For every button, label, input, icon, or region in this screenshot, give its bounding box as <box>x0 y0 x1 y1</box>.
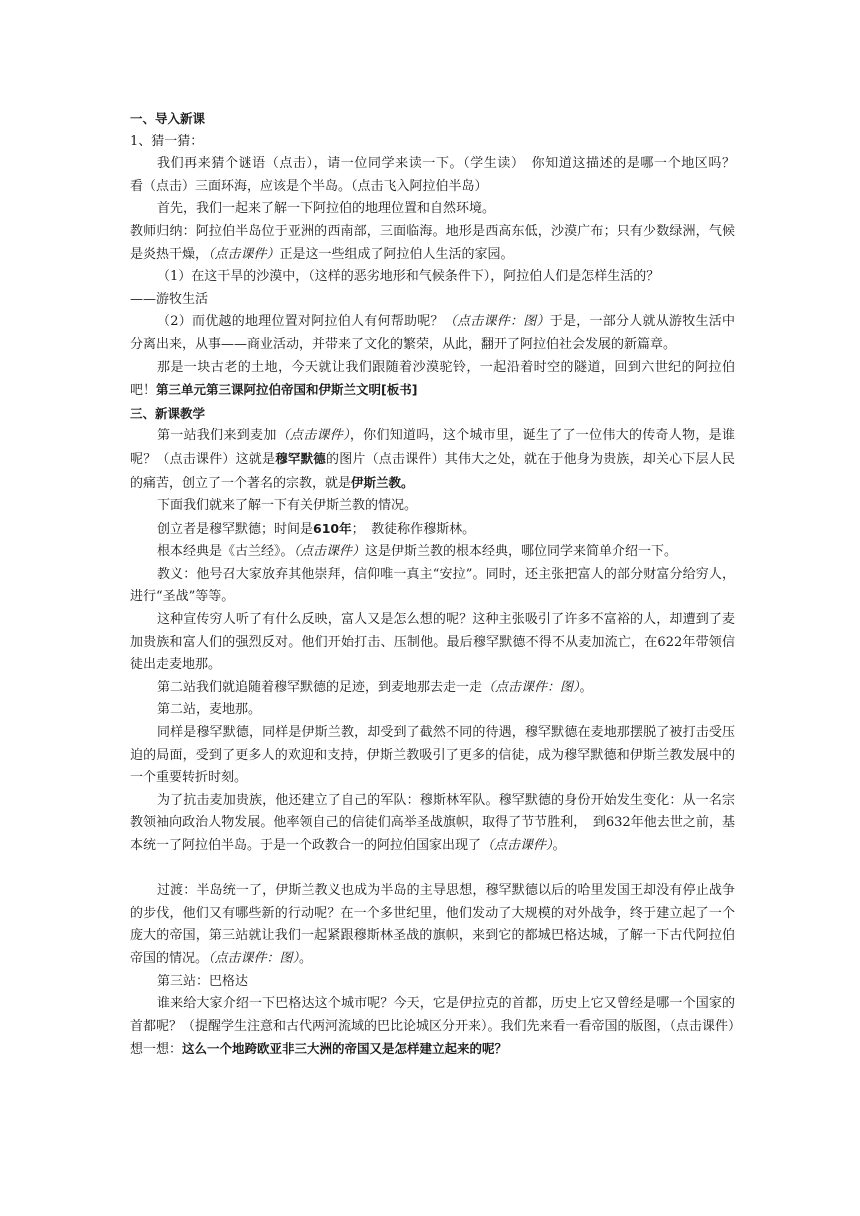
paragraph: 教义：他号召大家放弃其他崇拜，信仰唯一真主“安拉”。同时，还主张把富人的部分财富分给穷人，进行“圣战”等等。 <box>130 566 735 605</box>
click-courseware-note: （点击课件） <box>481 838 553 853</box>
paragraph <box>130 880 735 970</box>
paragraph: 谁来给大家介绍一下巴格达这个城市呢？今天，它是伊拉克的首都，历史上它又曾经是哪一个国家的首都呢？（提醒学生注意和古代两河流域的巴比论城区分开来）。我们先来看一看帝国的版图，（点击课件） <box>130 996 742 1034</box>
paragraph <box>130 541 735 564</box>
bold-term: 610年 <box>313 520 352 536</box>
text: 过渡：半岛统一了，伊斯兰教义也成为半岛的主导思想，穆罕默德以后的哈里发国王却没有停止战争的步伐，他们又有哪些新的行动呢？在一个多世纪里，他们发动了大规模的对外战争，终于建立起了一个庞大的帝国，第三站就让我们一起紧跟穆斯林圣战的旗帜，来到它的都城巴格达城，了解一下古代阿拉伯帝国的情况。 <box>130 883 735 966</box>
bold-question: 这么一个地跨欧亚非三大洲的帝国又是怎样建立起来的呢？ <box>182 1041 508 1057</box>
paragraph: （1）在这干旱的沙漠中，（这样的恶劣地形和气候条件下），阿拉伯人们是怎样生活的？ <box>157 269 660 285</box>
paragraph: 第三站：巴格达 <box>157 973 249 989</box>
text: 正是这一些组成了阿拉伯人生活的家园。 <box>279 246 514 262</box>
click-courseware-note: （点击课件：图） <box>482 679 580 695</box>
section-heading-new-lesson: 三、新课教学 <box>130 405 206 421</box>
paragraph <box>130 518 735 542</box>
text: 为了抗击麦加贵族，他还建立了自己的军队：穆斯林军队。穆罕默德的身份开始发生变化：从一名宗教领袖向政治人物发展。他率领自己的信徒们高举圣战旗帜，取得了节节胜利， 到632年他去世之前，基本统一了阿拉伯半岛。于是一个政教合一的阿拉伯国家出现了 <box>130 792 735 853</box>
blank-line <box>130 858 735 881</box>
lesson-title: 第三单元第三课阿拉伯帝国和伊斯兰文明[板书] <box>156 382 418 398</box>
text: 这是伊斯兰教的根本经典，哪位同学来简单介绍一下。 <box>365 544 678 560</box>
click-courseware-note: （点击课件：图） <box>443 314 550 330</box>
text: ，你们知道吗，这个城市里，诞生了了一位伟大的传奇人物，是谁呢？（点击课件）这就是 <box>130 428 735 467</box>
paragraph <box>130 425 735 495</box>
text: 那是一块古老的土地，今天就让我们跟随着沙漠驼铃，一起沿着时空的隧道，回到六世纪的阿拉伯吧！ <box>130 359 735 399</box>
text: 第二站我们就追随着穆罕默德的足迹，到麦地那去走一走 <box>157 679 483 695</box>
paragraph: 同样是穆罕默德，同样是伊斯兰教，却受到了截然不同的待遇，穆罕默德在麦地那摆脱了被打击受压迫的局面，受到了更多人的欢迎和支持，伊斯兰教吸引了更多的信徒，成为穆罕默德和伊斯兰教发展中的一个重要转折时刻。 <box>130 725 735 786</box>
paragraph: ——游牧生活 <box>130 291 209 307</box>
paragraph <box>130 357 735 403</box>
text: 创立者是穆罕默德；时间是 <box>157 521 314 537</box>
paragraph <box>130 221 735 266</box>
paragraph <box>130 311 735 356</box>
paragraph: 第二站，麦地那。 <box>157 702 262 718</box>
text: 想一想： <box>130 1042 183 1058</box>
paragraph <box>130 677 735 700</box>
subheading-guess: 1、猜一猜： <box>130 133 204 149</box>
bold-term: 穆罕默德 <box>275 450 326 466</box>
paragraph: 首先，我们一起来了解一下阿拉伯的地理位置和自然环境。 <box>157 201 496 217</box>
text: 第一站我们来到麦加 <box>157 428 277 444</box>
click-courseware-note: （点击课件） <box>293 544 366 560</box>
text: 根本经典是《古兰经》。 <box>157 544 294 560</box>
paragraph: 我们再来猜个谜语（点击），请一位同学来读一下。（学生读） 你知道这描述的是哪一个地区吗？ 看（点击）三面环海，应该是个半岛。（点击飞入阿拉伯半岛） <box>130 156 749 194</box>
paragraph: 这种宣传穷人听了有什么反映，富人又是怎么想的呢？这种主张吸引了许多不富裕的人，却遭到了麦加贵族和富人们的强烈反对。他们开始打击、压制他。最后穆罕默德不得不从麦加流亡，在622年带领信徒出走麦地那。 <box>130 612 735 673</box>
text: ； 教徒称作穆斯林。 <box>351 521 476 537</box>
bold-term: 伊斯兰教。 <box>351 474 414 490</box>
click-courseware-note: （点击课件） <box>276 428 350 444</box>
text: 的图片（点击课件）其伟大之处，就在于他身为贵族，却关心下层人民的痛苦，创立了一个著名的宗教，就是 <box>130 451 735 491</box>
paragraph: 下面我们就来了解一下有关伊斯兰教的情况。 <box>157 498 418 514</box>
lesson-plan-document <box>130 108 749 1062</box>
text: 。 <box>579 679 593 695</box>
paragraph <box>130 790 735 858</box>
text: （2）而优越的地理位置对阿拉伯人有何帮助呢？ <box>157 314 444 330</box>
text: 。 <box>299 950 313 966</box>
text: 。 <box>552 838 566 853</box>
text: 教师归纳：阿拉伯半岛位于亚洲的西南部，三面临海。地形是西高东低，沙漠广布；只有少数绿洲，气候是炎热干燥， <box>130 223 735 262</box>
click-courseware-note: （点击课件） <box>208 246 280 262</box>
section-heading-intro: 一、导入新课 <box>130 111 206 126</box>
paragraph <box>130 1038 735 1062</box>
click-courseware-note: （点击课件：图） <box>208 950 300 966</box>
text: 于是，一部分人就从游牧生活中分离出来，从事——商业活动，并带来了文化的繁荣，从此，翻开了阿拉伯社会发展的新篇章。 <box>130 314 735 352</box>
